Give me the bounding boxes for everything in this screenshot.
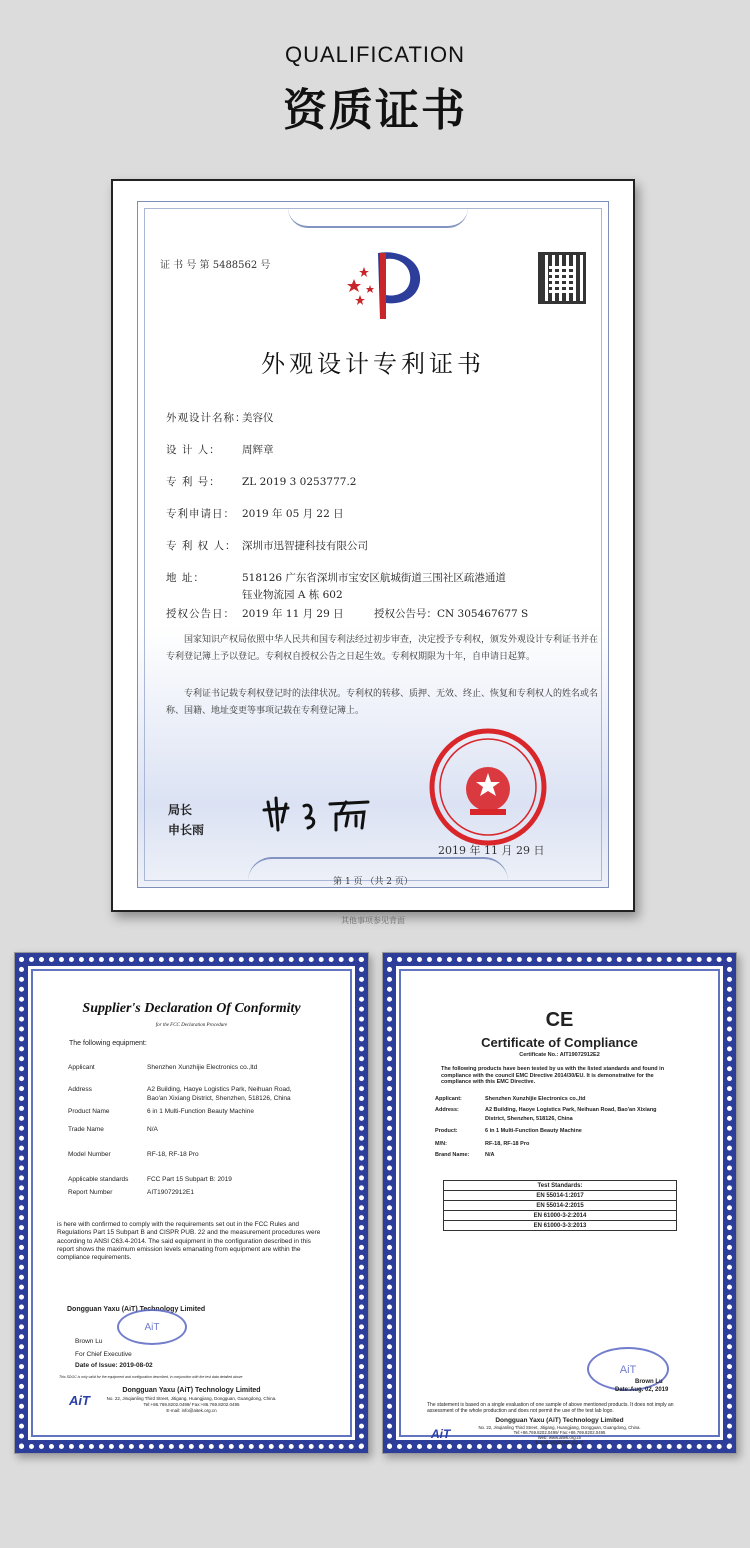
field-value: ZL 2019 3 0253777.2 [242, 476, 357, 488]
patent-inner-panel [137, 201, 609, 888]
field-label: 外观设计名称： [166, 412, 247, 424]
field-value: 钰业物流园 A 栋 602 [242, 589, 343, 601]
row-key: Address [68, 1086, 92, 1093]
pub-number-label: 授权公告号： [374, 608, 437, 620]
coc-row [435, 1141, 447, 1147]
row-key: Applicant: [435, 1096, 462, 1102]
row-value: RF-18, RF-18 Pro [147, 1151, 199, 1158]
coc-date: Date:Aug. 02, 2019 [615, 1387, 669, 1393]
row-key: M/N: [435, 1141, 447, 1147]
table-row [444, 1201, 677, 1211]
field-value: 深圳市迅智捷科技有限公司 [242, 540, 368, 552]
field-label: 专利申请日： [166, 508, 235, 520]
patent-office-seal [428, 727, 548, 847]
header-title-en: QUALIFICATION [284, 42, 466, 67]
sdoc-company: Dongguan Yaxu (AiT) Technology Limited [67, 1306, 206, 1313]
field-label: 地 址： [166, 572, 205, 584]
row-value: 6 in 1 Multi-Function Beauty Machine [147, 1108, 254, 1115]
ait-logo-icon: AiT [431, 1427, 451, 1441]
row-value: N/A [147, 1126, 158, 1133]
sdoc-footer-company: Dongguan Yaxu (AiT) Technology Limited [122, 1387, 261, 1394]
table-cell: EN 55014-1:2017 [444, 1191, 677, 1201]
row-value: A2 Building, Haoye Logistics Park, Neihuan Road, Bao'an Xixiang [485, 1107, 657, 1113]
stamp-logo: AiT [144, 1322, 160, 1333]
row-value: District, Shenzhen, 518126, China [485, 1116, 573, 1122]
field-value: 美容仪 [242, 412, 274, 424]
test-standards-table [443, 1180, 677, 1231]
sdoc-intro: The following equipment: [69, 1040, 147, 1047]
sdoc-title: Supplier's Declaration Of Conformity [82, 1001, 301, 1016]
coc-footer-tel: Tel:+86.769.8202.0499/ Fax:+86.769.8202.0495 [513, 1430, 606, 1435]
row-value: Bao'an Xixiang District, Shenzhen, 518126, China [147, 1095, 291, 1102]
coc-title: Certificate of Compliance [481, 1035, 638, 1050]
ce-certificate [382, 952, 737, 1454]
qr-code [538, 252, 586, 304]
scroll-ornament-top [288, 208, 468, 228]
field-row [166, 474, 356, 489]
ait-logo-icon: AiT [69, 1393, 90, 1408]
row-value: RF-18, RF-18 Pro [485, 1141, 530, 1147]
row-value: Shenzhen Xunzhijie Electronics co.,ltd [147, 1064, 258, 1071]
table-cell: EN 61000-3-3:2013 [444, 1221, 677, 1231]
row-value: Shenzhen Xunzhijie Electronics co.,ltd [485, 1096, 586, 1102]
table-row [444, 1211, 677, 1221]
patent-office-emblem-icon [340, 247, 430, 321]
coc-row [435, 1096, 462, 1102]
row-value: AIT19072912E1 [147, 1189, 194, 1196]
row-value: FCC Part 15 Subpart B: 2019 [147, 1176, 232, 1183]
coc-footer-company: Dongguan Yaxu (AiT) Technology Limited [495, 1417, 624, 1424]
table-row [444, 1181, 677, 1191]
coc-footer-address: No. 22, Jinqianling Third Street, Jitigang, Huangjiang, Dongguan, Guangdong, China. [478, 1425, 641, 1430]
row-value: 6 in 1 Multi-Function Beauty Machine [485, 1128, 582, 1134]
director-title: 局长 [168, 803, 193, 817]
field-value: 2019 年 05 月 22 日 [242, 508, 344, 520]
table-cell: EN 55014-2:2015 [444, 1201, 677, 1211]
field-row [166, 410, 274, 425]
coc-footer-web: Web: www.aitek.org.cn [537, 1435, 582, 1440]
sdoc-company-stamp [117, 1309, 187, 1345]
sdoc-subtitle: for the FCC Declaration Procedure [155, 1023, 228, 1028]
pub-number-value: CN 305467677 S [437, 608, 529, 620]
row-key: Applicable standards [68, 1176, 129, 1183]
director-name: 申长雨 [168, 823, 205, 837]
ce-mark-icon: CE [545, 1009, 574, 1031]
field-row [166, 442, 274, 457]
patent-body-paragraph-1: 国家知识产权局依照中华人民共和国专利法经过初步审查，决定授予专利权，颁发外观设计专利证书并在专利登记簿上予以登记。专利权自授权公告之日起生效。专利权期限为十年，自申请日起算。 [166, 635, 599, 662]
field-row [166, 587, 343, 602]
sdoc-issue-date: Date of Issue: 2019-08-02 [75, 1362, 153, 1369]
page-number: 第 1 页 （共 2 页） [333, 877, 413, 887]
table-row [444, 1191, 677, 1201]
sdoc-signer: Brown Lu [75, 1338, 103, 1345]
sdoc-footer-address: No. 22, Jinqianling Third Street, Jitigang, Huangjiang, Dongguan, Guangdong, China. [106, 1396, 277, 1401]
coc-row [485, 1141, 529, 1147]
coc-row [485, 1152, 494, 1158]
header-title-cn: 资质证书 [283, 85, 467, 136]
row-key: Applicant [68, 1064, 95, 1071]
field-label: 设 计 人： [166, 444, 221, 456]
row-key: Product: [435, 1128, 458, 1134]
coc-row [435, 1107, 459, 1113]
row-key: Model Number [68, 1151, 111, 1158]
coc-signer: Brown Lu [635, 1379, 663, 1385]
coc-row [485, 1107, 657, 1113]
field-value: 518126 广东省深圳市宝安区航城街道三围社区疏港通道 [242, 572, 506, 584]
coc-disclaimer: The statement is based on a single evaluation of one sample of above mentioned products. It does not imply an assessment of the whole production and does not permit the use of the test lab logo. [427, 1402, 674, 1414]
row-key: Product Name [68, 1108, 110, 1115]
row-key: Trade Name [68, 1126, 104, 1133]
row-value: N/A [485, 1152, 495, 1158]
field-label: 授权公告日： [166, 608, 235, 620]
seal-date: 2019 年 11 月 29 日 [438, 844, 545, 857]
patent-certificate [111, 179, 635, 925]
field-label: 专 利 号： [166, 476, 221, 488]
patent-title: 外观设计专利证书 [261, 350, 485, 378]
row-key: Brand Name: [435, 1152, 470, 1158]
coc-statement: The following products have been tested by us with the listed standards and found in compliance with the council EMC Directive 2014/30/EU. It is demonstrative for the compliance with this EMC Directive. [441, 1066, 665, 1085]
field-label: 专 利 权 人： [166, 540, 237, 552]
table-row [444, 1221, 677, 1231]
director-block [168, 800, 204, 840]
field-row [166, 506, 344, 521]
sdoc-signer-title: For Chief Executive [75, 1351, 132, 1358]
director-signature [260, 792, 380, 832]
patent-cert-number: 证 书 号 第 5488562 号 [160, 260, 271, 271]
coc-row [485, 1128, 582, 1134]
coc-row [485, 1116, 573, 1122]
field-row [166, 538, 368, 553]
field-row [166, 570, 506, 585]
row-key: Report Number [68, 1189, 113, 1196]
sdoc-validity-note: This SDOC is only valid for the equipment and configuration described, in conjunction with the test data detailed above [59, 1375, 243, 1379]
field-value: 2019 年 11 月 29 日 [242, 608, 344, 620]
coc-cert-number: Certificate No.: AIT19072912E2 [519, 1052, 600, 1058]
sdoc-statement: is here with confirmed to comply with the requirements set out in the FCC Rules and Regulations Part 15 Subpart B and CISPR PUB. 22 and the measurement procedures were according to ANSI C63.4-2014. The said equipment in the configuration described in this report shows the maximum emission levels emanating from equipment are within the compliance requirements. [57, 1221, 321, 1262]
patent-body-paragraph-2: 专利证书记载专利权登记时的法律状况。专利权的转移、质押、无效、终止、恢复和专利权人的姓名或名称、国籍、地址变更等事项记载在专利登记簿上。 [166, 689, 599, 716]
field-row [166, 606, 344, 621]
coc-footer-email: E-mail: info@aitek.org.cn [535, 1440, 584, 1445]
pub-number-row [374, 606, 528, 621]
field-value: 周辉章 [242, 444, 274, 456]
row-value: A2 Building, Haoye Logistics Park, Neihuan Road, [147, 1086, 292, 1093]
sdoc-footer-email: E-mail: info@aitek.org.cn [166, 1408, 217, 1413]
row-key: Address: [435, 1107, 459, 1113]
coc-row [435, 1128, 458, 1134]
coc-row [435, 1152, 469, 1158]
sdoc-certificate [14, 952, 369, 1454]
table-header-cell: Test Standards: [444, 1181, 677, 1191]
stamp-logo: AiT [619, 1364, 637, 1376]
table-cell: EN 61000-3-2:2014 [444, 1211, 677, 1221]
patent-footer-note: 其他事项参见背面 [341, 916, 405, 925]
sdoc-footer-tel: Tel:+86.769.8202.0499/ Fax:+86.769.8202.0495 [143, 1402, 240, 1407]
coc-row [485, 1096, 586, 1102]
